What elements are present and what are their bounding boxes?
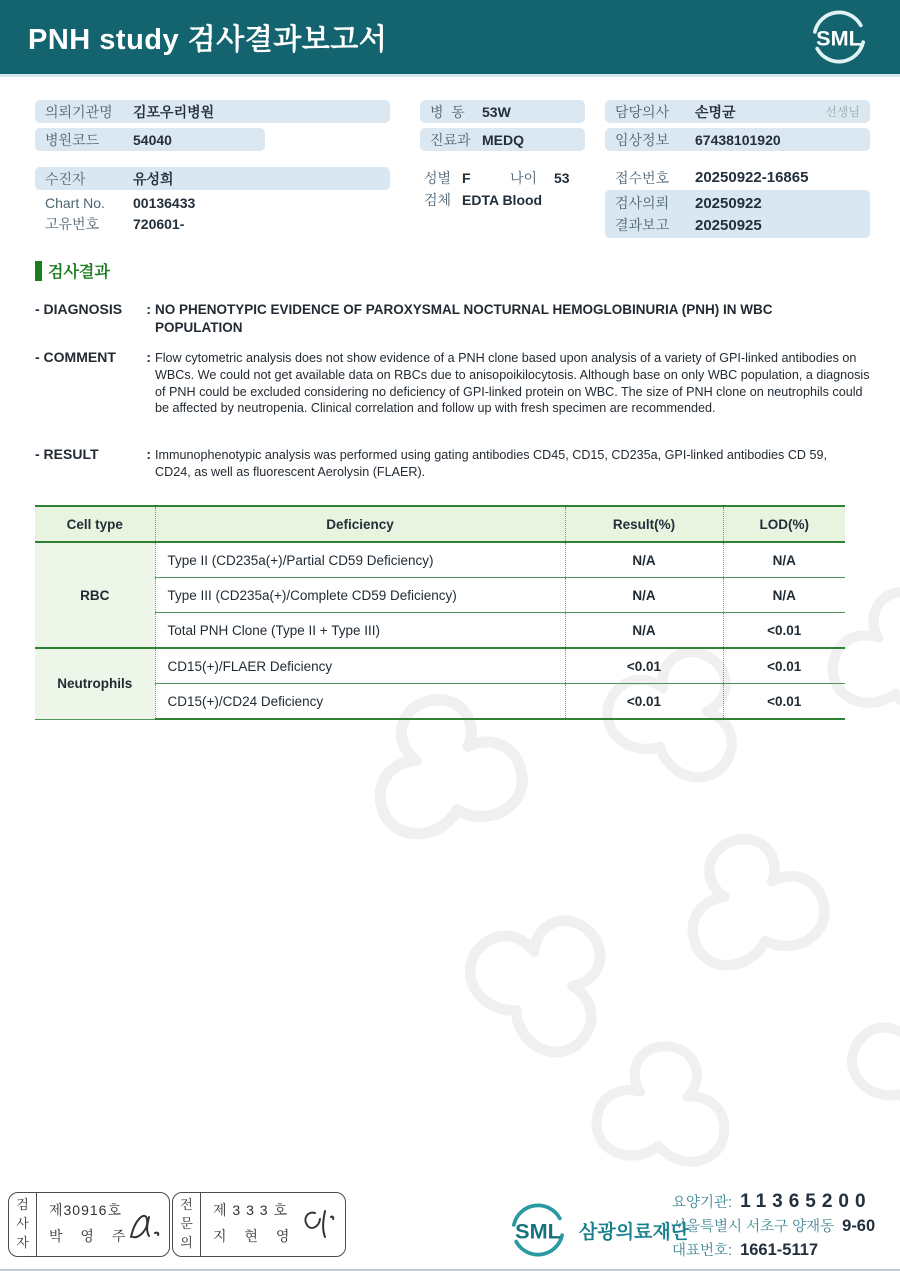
diagnosis-colon: :: [146, 301, 151, 317]
sml-footer-logo-text: SML: [515, 1218, 561, 1244]
footer-logo: [505, 1202, 689, 1258]
cell-lod: N/A: [723, 578, 845, 613]
cell-result: N/A: [565, 613, 723, 649]
field-hospital-code: [35, 128, 265, 151]
dept-value: MEDQ: [482, 131, 524, 148]
age-label: 나이: [510, 169, 538, 186]
field-dept: [420, 128, 585, 151]
uid-value: 720601-: [133, 215, 185, 232]
cell-deficiency: Type III (CD235a(+)/Complete CD59 Deficiency): [155, 578, 565, 613]
field-report: [605, 214, 870, 236]
tel-value: 1661-5117: [740, 1241, 819, 1259]
hospital-code-label: 병원코드: [45, 131, 100, 148]
examiner-license-no: 제30916호: [49, 1202, 122, 1218]
tel-label: 대표번호:: [672, 1243, 733, 1259]
cell-lod: <0.01: [723, 613, 845, 649]
field-uid: [35, 213, 355, 234]
specialist-stamp-box: [172, 1192, 346, 1257]
ward-value: 53W: [482, 103, 511, 120]
examiner-stamp-content: [37, 1193, 169, 1256]
sex-label: 성별: [424, 169, 452, 186]
doctor-label: 담당의사: [615, 103, 670, 120]
section-heading: [35, 259, 110, 282]
cell-deficiency: Type II (CD235a(+)/Partial CD59 Deficiency): [155, 542, 565, 578]
cell-lod: N/A: [723, 542, 845, 578]
clinical-value: 67438101920: [695, 131, 781, 148]
comment-colon: :: [146, 349, 151, 365]
field-ward: [420, 100, 585, 123]
result-label: [35, 446, 151, 462]
report-header: [0, 0, 900, 77]
header-lod: LOD(%): [723, 506, 845, 542]
table-header-row: [35, 506, 845, 542]
cell-deficiency: CD15(+)/FLAER Deficiency: [155, 648, 565, 684]
field-chart-no: [35, 192, 355, 213]
diagnosis-label-text: - DIAGNOSIS: [35, 301, 123, 317]
results-table: [35, 505, 845, 720]
result-colon: :: [146, 446, 151, 462]
request-value: 20250922: [695, 194, 762, 212]
page-title: PNH study 검사결과보고서: [28, 23, 388, 56]
tel-line: [672, 1239, 875, 1263]
address-line: [672, 1215, 875, 1239]
care-value: 11365200: [740, 1191, 872, 1212]
age-value: 53: [554, 169, 570, 186]
comment-label-text: - COMMENT: [35, 349, 116, 365]
field-request-report-box: [605, 190, 870, 238]
report-label: 결과보고: [615, 217, 670, 233]
doctor-value: 손명균: [695, 103, 736, 120]
cell-result: <0.01: [565, 684, 723, 720]
section-heading-bar: [35, 261, 42, 281]
header-cell-type: Cell type: [35, 506, 155, 542]
footer-org-name: 삼광의료재단: [579, 1221, 690, 1243]
cell-type-neutrophils: Neutrophils: [35, 648, 155, 719]
header-result: Result(%): [565, 506, 723, 542]
sml-logo-text: SML: [816, 25, 862, 51]
field-request: [605, 192, 870, 214]
uid-label: 고유번호: [45, 215, 100, 232]
cell-result: <0.01: [565, 648, 723, 684]
field-sex-age: [420, 167, 620, 188]
doctor-suffix: 선생님: [825, 105, 860, 119]
section-heading-text: 검사결과: [48, 264, 110, 281]
examiner-name: 박 영 주: [49, 1228, 133, 1244]
cell-lod: <0.01: [723, 648, 845, 684]
address-label: 서울특별시 서초구 양재동: [672, 1219, 835, 1235]
footer-info-block: [672, 1191, 875, 1263]
field-clinical: [605, 128, 870, 151]
cell-lod: <0.01: [723, 684, 845, 720]
table-row: [35, 648, 845, 684]
care-label: 요양기관:: [672, 1195, 733, 1211]
field-org: [35, 100, 390, 123]
field-doctor: [605, 100, 870, 123]
hospital-code-value: 54040: [133, 131, 172, 148]
examiner-signature-icon: [125, 1209, 167, 1245]
table-row: [35, 613, 845, 649]
patient-value: 유성희: [133, 170, 174, 187]
patient-label: 수진자: [45, 170, 86, 187]
care-number-line: [672, 1191, 875, 1215]
report-value: 20250925: [695, 216, 762, 234]
request-label: 검사의뢰: [615, 195, 670, 211]
specialist-signature-icon: [301, 1207, 341, 1245]
specialist-side-label-text: 전문의: [180, 1197, 193, 1250]
examiner-side-label-text: 검사자: [16, 1197, 29, 1250]
specialist-name: 지 현 영: [213, 1228, 297, 1244]
table-row: [35, 542, 845, 578]
diagnosis-label: [35, 301, 151, 317]
specialist-license-no: 제 3 3 3 호: [213, 1202, 288, 1218]
org-value: 김포우리병원: [133, 103, 215, 120]
address-number: 9-60: [842, 1217, 876, 1235]
table-row: [35, 684, 845, 720]
examiner-side-label: [9, 1193, 37, 1256]
org-label: 의뢰기관명: [45, 103, 113, 120]
clinical-label: 임상정보: [615, 131, 670, 148]
sml-logo-icon: [806, 9, 872, 65]
field-patient: [35, 167, 390, 190]
sml-footer-logo-icon: [505, 1202, 571, 1258]
header-deficiency: Deficiency: [155, 506, 565, 542]
result-text: Immunophenotypic analysis was performed using gating antibodies CD45, CD15, CD235a, GPI-linked antibodies CD 59, CD24, as well as fluorescent Aerolysin (FLAER).: [155, 448, 828, 479]
cell-deficiency: Total PNH Clone (Type II + Type III): [155, 613, 565, 649]
specimen-label: 검체: [424, 191, 452, 208]
comment-text: Flow cytometric analysis does not show evidence of a PNH clone based upon analysis of a variety of GPI-linked antibodies on WBCs. We could not get available data on RBCs due to anisopoikilocytosis. Although base on only WBC population, a diagnosis of PNH could be excluded considering no deficiency of GPI-linked protein on WBC. The size of PNH clone on neutrophils could be affected by neutropenia. Clinical correlation and follow up with fresh specimen are recommended.: [155, 351, 870, 416]
specialist-side-label: [173, 1193, 201, 1256]
specimen-value: EDTA Blood: [462, 191, 543, 208]
chart-value: 00136433: [133, 194, 196, 211]
comment-label: [35, 349, 151, 365]
dept-label: 진료과: [430, 131, 471, 148]
receipt-label: 접수번호: [615, 169, 670, 186]
cell-type-rbc: RBC: [35, 542, 155, 648]
result-label-text: - RESULT: [35, 446, 99, 462]
cell-result: N/A: [565, 542, 723, 578]
field-receipt: [605, 167, 870, 188]
chart-label: Chart No.: [45, 194, 105, 211]
diagnosis-text: NO PHENOTYPIC EVIDENCE OF PAROXYSMAL NOCTURNAL HEMOGLOBINURIA (PNH) IN WBC POPULATION: [155, 302, 773, 335]
table-row: [35, 578, 845, 613]
examiner-stamp-box: [8, 1192, 170, 1257]
receipt-value: 20250922-16865: [695, 169, 809, 186]
sex-value: F: [462, 169, 471, 186]
cell-result: N/A: [565, 578, 723, 613]
cell-deficiency: CD15(+)/CD24 Deficiency: [155, 684, 565, 720]
specialist-stamp-content: [201, 1193, 345, 1256]
ward-label: 병 동: [430, 103, 465, 120]
